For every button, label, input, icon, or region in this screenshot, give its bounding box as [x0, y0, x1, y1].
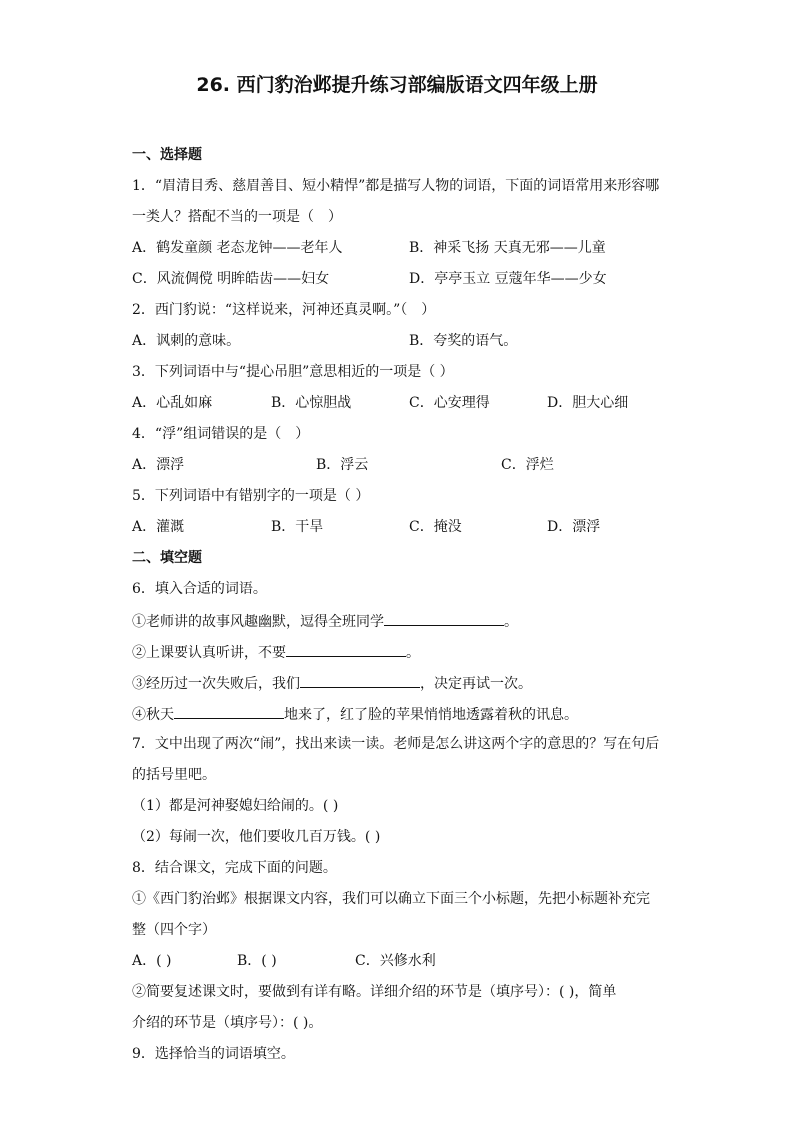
q1-stem-line2: 一类人？搭配不当的一项是（ ）: [132, 209, 342, 225]
q6-item-2-text: ②上课要认真听讲，不要: [132, 645, 286, 661]
q7-sentence-2[interactable]: （2）每闹一次，他们要收几百万钱。( ): [132, 829, 381, 845]
q6-item-4-end: 地来了，红了脸的苹果悄悄地透露着秋的讯息。: [284, 707, 578, 723]
q4-option-a[interactable]: A．漂浮: [132, 457, 185, 473]
q7-stem-line2: 的括号里吧。: [132, 767, 216, 783]
q9-stem: 9．选择恰当的词语填空。: [132, 1046, 295, 1062]
q8-part2-line2[interactable]: 介绍的环节是（填序号）：( )。: [132, 1015, 323, 1031]
q6-item-4: [132, 704, 578, 724]
q1-option-b[interactable]: B．神采飞扬 天真无邪——儿童: [409, 240, 606, 256]
q8-part1-line2: 整（四个字）: [132, 922, 216, 938]
q6-item-1-end: 。: [504, 614, 518, 630]
q8-part2-line1[interactable]: ②简要复述课文时，要做到有详有略。详细介绍的环节是（填序号）：( )，简单: [132, 984, 617, 1000]
q6-blank-2[interactable]: [286, 642, 406, 657]
page-title: 26. 西门豹治邺提升练习部编版语文四年级上册: [196, 74, 598, 96]
section-heading-fill: 二、填空题: [132, 550, 202, 566]
q8-stem: 8．结合课文，完成下面的问题。: [132, 860, 337, 876]
q3-option-c[interactable]: C．心安理得: [409, 395, 490, 411]
q6-blank-4[interactable]: [174, 704, 284, 719]
q5-option-d[interactable]: D．漂浮: [547, 519, 601, 535]
q3-option-d[interactable]: D．胆大心细: [547, 395, 629, 411]
q6-item-2-end: 。: [406, 645, 420, 661]
q6-item-4-text: ④秋天: [132, 707, 174, 723]
q2-option-b[interactable]: B．夸奖的语气。: [409, 333, 518, 349]
q5-option-b[interactable]: B．干旱: [271, 519, 324, 535]
q2-option-a[interactable]: A．讽刺的意味。: [132, 333, 241, 349]
q5-option-a[interactable]: A．灌溉: [132, 519, 185, 535]
q4-option-c[interactable]: C．浮烂: [501, 457, 554, 473]
q6-item-1-text: ①老师讲的故事风趣幽默，逗得全班同学: [132, 614, 384, 630]
q4-option-b[interactable]: B．浮云: [316, 457, 369, 473]
q5-stem: 5．下列词语中有错别字的一项是（ ）: [132, 488, 370, 504]
q6-blank-3[interactable]: [300, 673, 420, 688]
q6-blank-1[interactable]: [384, 611, 504, 626]
q5-option-c[interactable]: C．掩没: [409, 519, 462, 535]
q3-stem: 3．下列词语中与“提心吊胆”意思相近的一项是（ ）: [132, 364, 454, 380]
q2-stem: 2．西门豹说：“这样说来，河神还真灵啊。”（ ）: [132, 302, 436, 318]
q6-stem: 6．填入合适的词语。: [132, 581, 267, 597]
q4-stem: 4．“浮”组词错误的是（ ）: [132, 426, 310, 442]
q6-item-3: [132, 673, 532, 693]
q6-item-1: [132, 611, 518, 631]
q1-option-d[interactable]: D．亭亭玉立 豆蔻年华——少女: [409, 271, 607, 287]
q8-subtitle-b[interactable]: B．( ): [237, 953, 277, 969]
q1-option-c[interactable]: C．风流倜傥 明眸皓齿——妇女: [132, 271, 330, 287]
q3-option-b[interactable]: B．心惊胆战: [271, 395, 352, 411]
q6-item-3-text: ③经历过一次失败后，我们: [132, 676, 300, 692]
q8-part1-line1: ①《西门豹治邺》根据课文内容，我们可以确立下面三个小标题，先把小标题补充完: [132, 891, 650, 907]
q6-item-3-end: ，决定再试一次。: [420, 676, 532, 692]
q7-stem-line1: 7．文中出现了两次“闹”，找出来读一读。老师是怎么讲这两个字的意思的？写在句后: [132, 736, 660, 752]
q6-item-2: [132, 642, 420, 662]
q3-option-a[interactable]: A．心乱如麻: [132, 395, 213, 411]
section-heading-choice: 一、选择题: [132, 147, 202, 163]
q1-stem-line1: 1．“眉清目秀、慈眉善目、短小精悍”都是描写人物的词语，下面的词语常用来形容哪: [132, 178, 660, 194]
q8-subtitle-a[interactable]: A．( ): [132, 953, 172, 969]
q1-option-a[interactable]: A．鹤发童颜 老态龙钟——老年人: [132, 240, 343, 256]
q7-sentence-1[interactable]: （1）都是河神娶媳妇给闹的。( ): [132, 798, 339, 814]
q8-subtitle-c: C．兴修水利: [355, 953, 436, 969]
